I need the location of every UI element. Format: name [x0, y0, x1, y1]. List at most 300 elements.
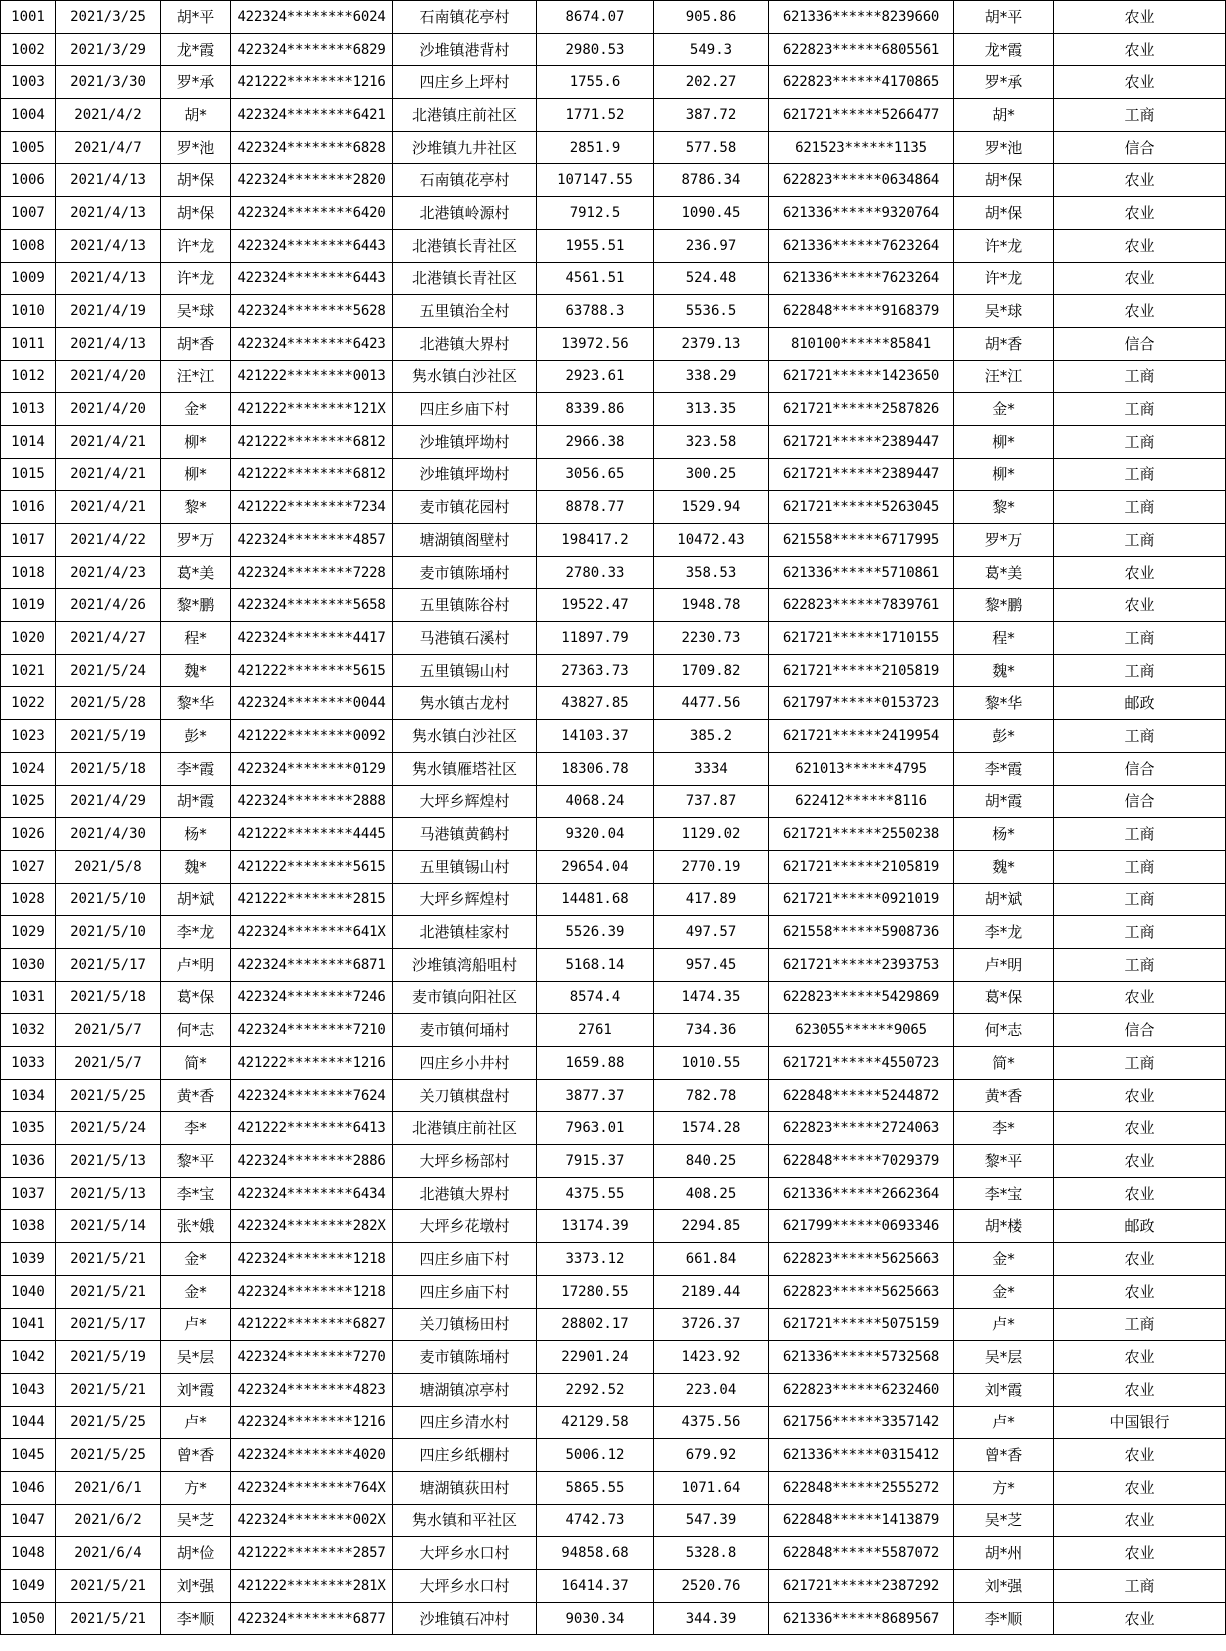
name-cell: 胡*香 [161, 327, 231, 360]
amount-cell: 2851.9 [537, 131, 654, 164]
date-cell: 2021/4/26 [56, 589, 161, 622]
village-cell: 麦市镇花园村 [393, 491, 537, 524]
account-number-cell: 622823******6805561 [769, 33, 954, 66]
account-holder-cell: 柳* [954, 425, 1054, 458]
name-cell: 葛*保 [161, 981, 231, 1014]
date-cell: 2021/5/10 [56, 883, 161, 916]
id-number-cell: 421222********1216 [231, 1047, 393, 1080]
account-holder-cell: 简* [954, 1047, 1054, 1080]
serial-no-cell: 1018 [1, 556, 56, 589]
account-number-cell: 621336******8239660 [769, 1, 954, 34]
amount-cell: 19522.47 [537, 589, 654, 622]
serial-no-cell: 1007 [1, 197, 56, 230]
account-number-cell: 621336******7623264 [769, 229, 954, 262]
account-holder-cell: 葛*保 [954, 981, 1054, 1014]
name-cell: 龙*霞 [161, 33, 231, 66]
subsidy-cell: 737.87 [654, 785, 769, 818]
serial-no-cell: 1029 [1, 916, 56, 949]
table-row [1, 1308, 1226, 1341]
name-cell: 张*娥 [161, 1210, 231, 1243]
serial-no-cell: 1047 [1, 1504, 56, 1537]
date-cell: 2021/4/13 [56, 164, 161, 197]
account-holder-cell: 龙*霞 [954, 33, 1054, 66]
account-holder-cell: 李*龙 [954, 916, 1054, 949]
bank-cell: 农业 [1054, 1112, 1226, 1145]
bank-cell: 农业 [1054, 197, 1226, 230]
village-cell: 大坪乡水口村 [393, 1537, 537, 1570]
id-number-cell: 422324********6024 [231, 1, 393, 34]
name-cell: 李*宝 [161, 1177, 231, 1210]
account-number-cell: 622848******5587072 [769, 1537, 954, 1570]
name-cell: 金* [161, 1243, 231, 1276]
amount-cell: 5168.14 [537, 948, 654, 981]
account-number-cell: 621721******1423650 [769, 360, 954, 393]
amount-cell: 4068.24 [537, 785, 654, 818]
amount-cell: 43827.85 [537, 687, 654, 720]
subsidy-cell: 1010.55 [654, 1047, 769, 1080]
account-holder-cell: 黎*华 [954, 687, 1054, 720]
table-row [1, 1275, 1226, 1308]
village-cell: 五里镇治全村 [393, 295, 537, 328]
account-holder-cell: 吴*层 [954, 1341, 1054, 1374]
date-cell: 2021/5/13 [56, 1177, 161, 1210]
table-row [1, 393, 1226, 426]
date-cell: 2021/4/22 [56, 524, 161, 557]
amount-cell: 2780.33 [537, 556, 654, 589]
account-number-cell: 621336******5710861 [769, 556, 954, 589]
subsidy-cell: 661.84 [654, 1243, 769, 1276]
serial-no-cell: 1026 [1, 818, 56, 851]
village-cell: 大坪乡水口村 [393, 1570, 537, 1603]
amount-cell: 5865.55 [537, 1471, 654, 1504]
subsidy-cell: 524.48 [654, 262, 769, 295]
id-number-cell: 421222********5615 [231, 654, 393, 687]
account-holder-cell: 卢* [954, 1406, 1054, 1439]
table-row [1, 295, 1226, 328]
village-cell: 隽水镇雁塔社区 [393, 752, 537, 785]
serial-no-cell: 1004 [1, 99, 56, 132]
account-holder-cell: 彭* [954, 720, 1054, 753]
amount-cell: 13174.39 [537, 1210, 654, 1243]
subsidy-cell: 2770.19 [654, 850, 769, 883]
village-cell: 大坪乡花墩村 [393, 1210, 537, 1243]
table-row [1, 1145, 1226, 1178]
serial-no-cell: 1037 [1, 1177, 56, 1210]
account-holder-cell: 魏* [954, 850, 1054, 883]
subsidy-cell: 417.89 [654, 883, 769, 916]
serial-no-cell: 1010 [1, 295, 56, 328]
amount-cell: 14481.68 [537, 883, 654, 916]
table-row [1, 1341, 1226, 1374]
account-holder-cell: 卢* [954, 1308, 1054, 1341]
amount-cell: 107147.55 [537, 164, 654, 197]
account-number-cell: 621721******4550723 [769, 1047, 954, 1080]
bank-cell: 农业 [1054, 1275, 1226, 1308]
account-number-cell: 622823******0634864 [769, 164, 954, 197]
date-cell: 2021/3/30 [56, 66, 161, 99]
id-number-cell: 421222********2857 [231, 1537, 393, 1570]
account-holder-cell: 葛*美 [954, 556, 1054, 589]
bank-cell: 工商 [1054, 1308, 1226, 1341]
bank-cell: 工商 [1054, 425, 1226, 458]
account-holder-cell: 卢*明 [954, 948, 1054, 981]
account-holder-cell: 李*顺 [954, 1602, 1054, 1635]
village-cell: 沙堆镇港背村 [393, 33, 537, 66]
account-number-cell: 621721******2393753 [769, 948, 954, 981]
account-holder-cell: 黎* [954, 491, 1054, 524]
table-row [1, 622, 1226, 655]
date-cell: 2021/5/7 [56, 1047, 161, 1080]
table-row [1, 883, 1226, 916]
id-number-cell: 422324********0129 [231, 752, 393, 785]
id-number-cell: 422324********6420 [231, 197, 393, 230]
date-cell: 2021/5/7 [56, 1014, 161, 1047]
date-cell: 2021/5/19 [56, 1341, 161, 1374]
account-holder-cell: 胡*州 [954, 1537, 1054, 1570]
amount-cell: 1755.6 [537, 66, 654, 99]
subsidy-cell: 385.2 [654, 720, 769, 753]
id-number-cell: 421222********7234 [231, 491, 393, 524]
bank-cell: 农业 [1054, 164, 1226, 197]
account-holder-cell: 黄*香 [954, 1079, 1054, 1112]
subsidy-cell: 4477.56 [654, 687, 769, 720]
village-cell: 四庄乡纸棚村 [393, 1439, 537, 1472]
table-row [1, 1079, 1226, 1112]
table-row [1, 524, 1226, 557]
date-cell: 2021/5/21 [56, 1602, 161, 1635]
village-cell: 北港镇长青社区 [393, 229, 537, 262]
name-cell: 黎* [161, 491, 231, 524]
subsidy-cell: 1090.45 [654, 197, 769, 230]
id-number-cell: 422324********7228 [231, 556, 393, 589]
id-number-cell: 422324********6434 [231, 1177, 393, 1210]
account-number-cell: 621721******2389447 [769, 458, 954, 491]
amount-cell: 16414.37 [537, 1570, 654, 1603]
bank-cell: 农业 [1054, 1471, 1226, 1504]
bank-cell: 农业 [1054, 1504, 1226, 1537]
table-row [1, 785, 1226, 818]
account-number-cell: 621721******5263045 [769, 491, 954, 524]
account-number-cell: 621721******2587826 [769, 393, 954, 426]
account-holder-cell: 黎*平 [954, 1145, 1054, 1178]
village-cell: 隽水镇和平社区 [393, 1504, 537, 1537]
subsidy-cell: 497.57 [654, 916, 769, 949]
subsidy-cell: 1071.64 [654, 1471, 769, 1504]
subsidy-cell: 2520.76 [654, 1570, 769, 1603]
subsidy-cell: 1709.82 [654, 654, 769, 687]
amount-cell: 198417.2 [537, 524, 654, 557]
serial-no-cell: 1039 [1, 1243, 56, 1276]
village-cell: 五里镇锡山村 [393, 654, 537, 687]
serial-no-cell: 1002 [1, 33, 56, 66]
name-cell: 柳* [161, 425, 231, 458]
amount-cell: 8878.77 [537, 491, 654, 524]
id-number-cell: 422324********4857 [231, 524, 393, 557]
table-row [1, 720, 1226, 753]
amount-cell: 18306.78 [537, 752, 654, 785]
serial-no-cell: 1048 [1, 1537, 56, 1570]
account-holder-cell: 金* [954, 1275, 1054, 1308]
account-holder-cell: 胡*霞 [954, 785, 1054, 818]
subsidy-cell: 679.92 [654, 1439, 769, 1472]
serial-no-cell: 1005 [1, 131, 56, 164]
name-cell: 杨* [161, 818, 231, 851]
subsidy-cell: 10472.43 [654, 524, 769, 557]
name-cell: 吴*芝 [161, 1504, 231, 1537]
id-number-cell: 422324********7624 [231, 1079, 393, 1112]
account-number-cell: 622412******8116 [769, 785, 954, 818]
name-cell: 黎*平 [161, 1145, 231, 1178]
name-cell: 魏* [161, 850, 231, 883]
table-row [1, 33, 1226, 66]
village-cell: 北港镇岭源村 [393, 197, 537, 230]
village-cell: 北港镇桂家村 [393, 916, 537, 949]
subsidy-cell: 734.36 [654, 1014, 769, 1047]
serial-no-cell: 1017 [1, 524, 56, 557]
bank-cell: 农业 [1054, 1079, 1226, 1112]
serial-no-cell: 1049 [1, 1570, 56, 1603]
bank-cell: 工商 [1054, 622, 1226, 655]
serial-no-cell: 1046 [1, 1471, 56, 1504]
id-number-cell: 422324********2820 [231, 164, 393, 197]
date-cell: 2021/3/25 [56, 1, 161, 34]
subsidy-cell: 2230.73 [654, 622, 769, 655]
table-row [1, 654, 1226, 687]
subsidy-cell: 2379.13 [654, 327, 769, 360]
table-row [1, 1047, 1226, 1080]
subsidy-cell: 5328.8 [654, 1537, 769, 1570]
table-row [1, 1537, 1226, 1570]
id-number-cell: 421222********1216 [231, 66, 393, 99]
date-cell: 2021/6/4 [56, 1537, 161, 1570]
table-row [1, 556, 1226, 589]
name-cell: 卢*明 [161, 948, 231, 981]
name-cell: 胡*保 [161, 197, 231, 230]
table-row [1, 1210, 1226, 1243]
serial-no-cell: 1027 [1, 850, 56, 883]
bank-cell: 工商 [1054, 654, 1226, 687]
date-cell: 2021/5/24 [56, 1112, 161, 1145]
name-cell: 方* [161, 1471, 231, 1504]
bank-cell: 工商 [1054, 99, 1226, 132]
name-cell: 黄*香 [161, 1079, 231, 1112]
name-cell: 卢* [161, 1308, 231, 1341]
account-holder-cell: 程* [954, 622, 1054, 655]
name-cell: 胡*俭 [161, 1537, 231, 1570]
account-holder-cell: 胡*平 [954, 1, 1054, 34]
id-number-cell: 422324********4823 [231, 1373, 393, 1406]
account-holder-cell: 胡* [954, 99, 1054, 132]
account-number-cell: 622823******5625663 [769, 1243, 954, 1276]
account-holder-cell: 许*龙 [954, 229, 1054, 262]
account-number-cell: 621721******2105819 [769, 654, 954, 687]
table-row [1, 131, 1226, 164]
amount-cell: 3373.12 [537, 1243, 654, 1276]
name-cell: 魏* [161, 654, 231, 687]
account-number-cell: 621797******0153723 [769, 687, 954, 720]
village-cell: 马港镇黄鹤村 [393, 818, 537, 851]
table-row [1, 1406, 1226, 1439]
table-row [1, 1602, 1226, 1635]
bank-cell: 农业 [1054, 1341, 1226, 1374]
id-number-cell: 422324********5628 [231, 295, 393, 328]
id-number-cell: 422324********1216 [231, 1406, 393, 1439]
village-cell: 四庄乡庙下村 [393, 393, 537, 426]
table-row [1, 262, 1226, 295]
account-number-cell: 621558******6717995 [769, 524, 954, 557]
table-row [1, 687, 1226, 720]
date-cell: 2021/5/18 [56, 981, 161, 1014]
serial-no-cell: 1028 [1, 883, 56, 916]
village-cell: 隽水镇白沙社区 [393, 360, 537, 393]
account-number-cell: 621558******5908736 [769, 916, 954, 949]
id-number-cell: 422324********7210 [231, 1014, 393, 1047]
account-number-cell: 621721******5266477 [769, 99, 954, 132]
village-cell: 隽水镇古龙村 [393, 687, 537, 720]
bank-cell: 农业 [1054, 1537, 1226, 1570]
village-cell: 大坪乡辉煌村 [393, 883, 537, 916]
amount-cell: 94858.68 [537, 1537, 654, 1570]
bank-cell: 农业 [1054, 295, 1226, 328]
id-number-cell: 421222********6413 [231, 1112, 393, 1145]
table-row [1, 589, 1226, 622]
serial-no-cell: 1043 [1, 1373, 56, 1406]
date-cell: 2021/5/21 [56, 1243, 161, 1276]
serial-no-cell: 1016 [1, 491, 56, 524]
serial-no-cell: 1003 [1, 66, 56, 99]
bank-cell: 工商 [1054, 948, 1226, 981]
village-cell: 四庄乡小井村 [393, 1047, 537, 1080]
table-row [1, 491, 1226, 524]
amount-cell: 8674.07 [537, 1, 654, 34]
name-cell: 程* [161, 622, 231, 655]
account-number-cell: 622848******5244872 [769, 1079, 954, 1112]
account-holder-cell: 金* [954, 393, 1054, 426]
account-number-cell: 621721******2105819 [769, 850, 954, 883]
subsidy-cell: 1474.35 [654, 981, 769, 1014]
village-cell: 麦市镇何埇村 [393, 1014, 537, 1047]
village-cell: 五里镇陈谷村 [393, 589, 537, 622]
date-cell: 2021/5/17 [56, 1308, 161, 1341]
id-number-cell: 422324********002X [231, 1504, 393, 1537]
table-row [1, 916, 1226, 949]
subsidy-cell: 323.58 [654, 425, 769, 458]
date-cell: 2021/6/2 [56, 1504, 161, 1537]
subsidy-cell: 2189.44 [654, 1275, 769, 1308]
amount-cell: 8339.86 [537, 393, 654, 426]
subsidy-cell: 3726.37 [654, 1308, 769, 1341]
serial-no-cell: 1031 [1, 981, 56, 1014]
serial-no-cell: 1038 [1, 1210, 56, 1243]
village-cell: 沙堆镇坪坳村 [393, 458, 537, 491]
bank-cell: 农业 [1054, 229, 1226, 262]
amount-cell: 27363.73 [537, 654, 654, 687]
table-row [1, 66, 1226, 99]
name-cell: 李*霞 [161, 752, 231, 785]
bank-cell: 工商 [1054, 818, 1226, 851]
village-cell: 四庄乡庙下村 [393, 1243, 537, 1276]
date-cell: 2021/3/29 [56, 33, 161, 66]
village-cell: 北港镇长青社区 [393, 262, 537, 295]
village-cell: 麦市镇陈埇村 [393, 1341, 537, 1374]
account-holder-cell: 杨* [954, 818, 1054, 851]
serial-no-cell: 1041 [1, 1308, 56, 1341]
account-number-cell: 622848******1413879 [769, 1504, 954, 1537]
date-cell: 2021/5/14 [56, 1210, 161, 1243]
bank-cell: 农业 [1054, 1373, 1226, 1406]
serial-no-cell: 1024 [1, 752, 56, 785]
subsidy-cell: 8786.34 [654, 164, 769, 197]
id-number-cell: 421222********4445 [231, 818, 393, 851]
account-holder-cell: 罗*池 [954, 131, 1054, 164]
bank-cell: 工商 [1054, 360, 1226, 393]
account-holder-cell: 方* [954, 1471, 1054, 1504]
id-number-cell: 422324********4020 [231, 1439, 393, 1472]
id-number-cell: 422324********6877 [231, 1602, 393, 1635]
account-number-cell: 621721******2419954 [769, 720, 954, 753]
account-number-cell: 621721******2389447 [769, 425, 954, 458]
date-cell: 2021/4/13 [56, 327, 161, 360]
id-number-cell: 422324********282X [231, 1210, 393, 1243]
amount-cell: 14103.37 [537, 720, 654, 753]
id-number-cell: 422324********1218 [231, 1275, 393, 1308]
id-number-cell: 422324********764X [231, 1471, 393, 1504]
serial-no-cell: 1020 [1, 622, 56, 655]
bank-cell: 信合 [1054, 785, 1226, 818]
table-row [1, 818, 1226, 851]
village-cell: 沙堆镇坪坳村 [393, 425, 537, 458]
table-row [1, 1177, 1226, 1210]
serial-no-cell: 1006 [1, 164, 56, 197]
village-cell: 关刀镇棋盘村 [393, 1079, 537, 1112]
bank-cell: 中国银行 [1054, 1406, 1226, 1439]
name-cell: 胡*保 [161, 164, 231, 197]
bank-cell: 农业 [1054, 556, 1226, 589]
subsidy-cell: 387.72 [654, 99, 769, 132]
table-row [1, 981, 1226, 1014]
id-number-cell: 422324********2888 [231, 785, 393, 818]
date-cell: 2021/5/21 [56, 1570, 161, 1603]
subsidy-cell: 547.39 [654, 1504, 769, 1537]
name-cell: 卢* [161, 1406, 231, 1439]
name-cell: 简* [161, 1047, 231, 1080]
account-number-cell: 622848******2555272 [769, 1471, 954, 1504]
account-number-cell: 621721******5075159 [769, 1308, 954, 1341]
serial-no-cell: 1015 [1, 458, 56, 491]
village-cell: 石南镇花亭村 [393, 1, 537, 34]
village-cell: 北港镇庄前社区 [393, 99, 537, 132]
date-cell: 2021/4/21 [56, 458, 161, 491]
id-number-cell: 422324********7246 [231, 981, 393, 1014]
account-holder-cell: 李* [954, 1112, 1054, 1145]
serial-no-cell: 1042 [1, 1341, 56, 1374]
account-number-cell: 621721******2550238 [769, 818, 954, 851]
account-holder-cell: 刘*强 [954, 1570, 1054, 1603]
account-holder-cell: 胡*保 [954, 197, 1054, 230]
table-row [1, 1112, 1226, 1145]
account-number-cell: 621523******1135 [769, 131, 954, 164]
amount-cell: 8574.4 [537, 981, 654, 1014]
bank-cell: 信合 [1054, 131, 1226, 164]
bank-cell: 农业 [1054, 1145, 1226, 1178]
account-holder-cell: 李*宝 [954, 1177, 1054, 1210]
subsidy-cell: 840.25 [654, 1145, 769, 1178]
serial-no-cell: 1023 [1, 720, 56, 753]
amount-cell: 1659.88 [537, 1047, 654, 1080]
subsidy-cell: 1529.94 [654, 491, 769, 524]
serial-no-cell: 1012 [1, 360, 56, 393]
account-number-cell: 621799******0693346 [769, 1210, 954, 1243]
